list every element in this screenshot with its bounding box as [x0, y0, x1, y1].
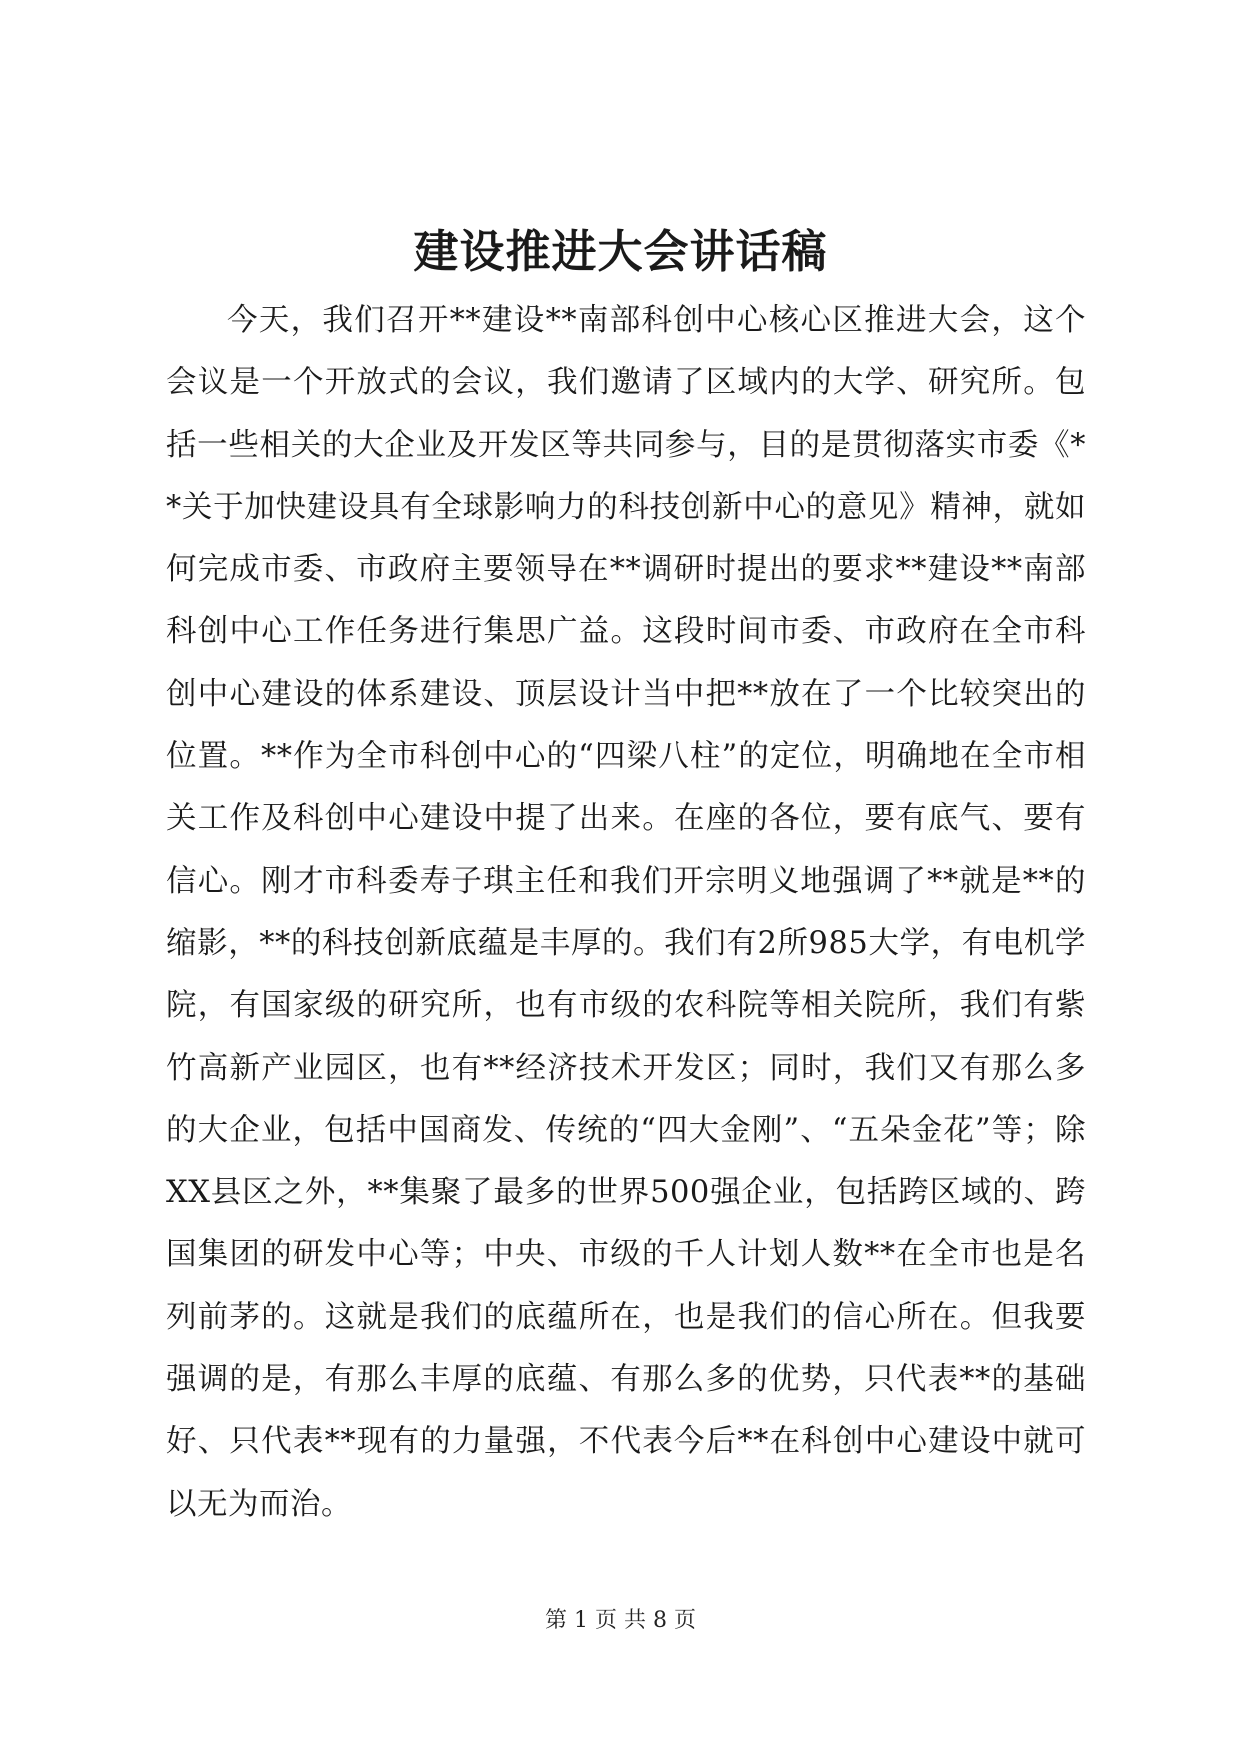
document-title: 建设推进大会讲话稿: [413, 225, 828, 278]
body-paragraph: 今天，我们召开**建设**南部科创中心核心区推进大会，这个会议是一个开放式的会议，我们邀请了区域内的大学、研究所。包括一些相关的大企业及开发区等共同参与，目的是贯彻落实市委《**关于加快建设具有全球影响力的科技创新中心的意见》精神，就如何完成市委、市政府主要领导在**调研时提出的要求**建设**南部科创中心工作任务进行集思广益。这段时间市委、市政府在全市科创中心建设的体系建设、顶层设计当中把**放在了一个比较突出的位置。**作为全市科创中心的“四梁八柱”的定位，明确地在全市相关工作及科创中心建设中提了出来。在座的各位，要有底气、要有信心。刚才市科委寿子琪主任和我们开宗明义地强调了**就是**的缩影，**的科技创新底蕴是丰厚的。我们有2所985大学，有电机学院，有国家级的研究所，也有市级的农科院等相关院所，我们有紫竹高新产业园区，也有**经济技术开发区；同时，我们又有那么多的大企业，包括中国商发、传统的“四大金刚”、“五朵金花”等；除XX县区之外，**集聚了最多的世界500强企业，包括跨区域的、跨国集团的研发中心等；中央、市级的千人计划人数**在全市也是名列前茅的。这就是我们的底蕴所在，也是我们的信心所在。但我要强调的是，有那么丰厚的底蕴、有那么多的优势，只代表**的基础好、只代表**现有的力量强，不代表今后**在科创中心建设中就可以无为而治。: [166, 303, 1086, 1522]
page-footer: 第 1 页 共 8 页: [545, 1608, 696, 1633]
